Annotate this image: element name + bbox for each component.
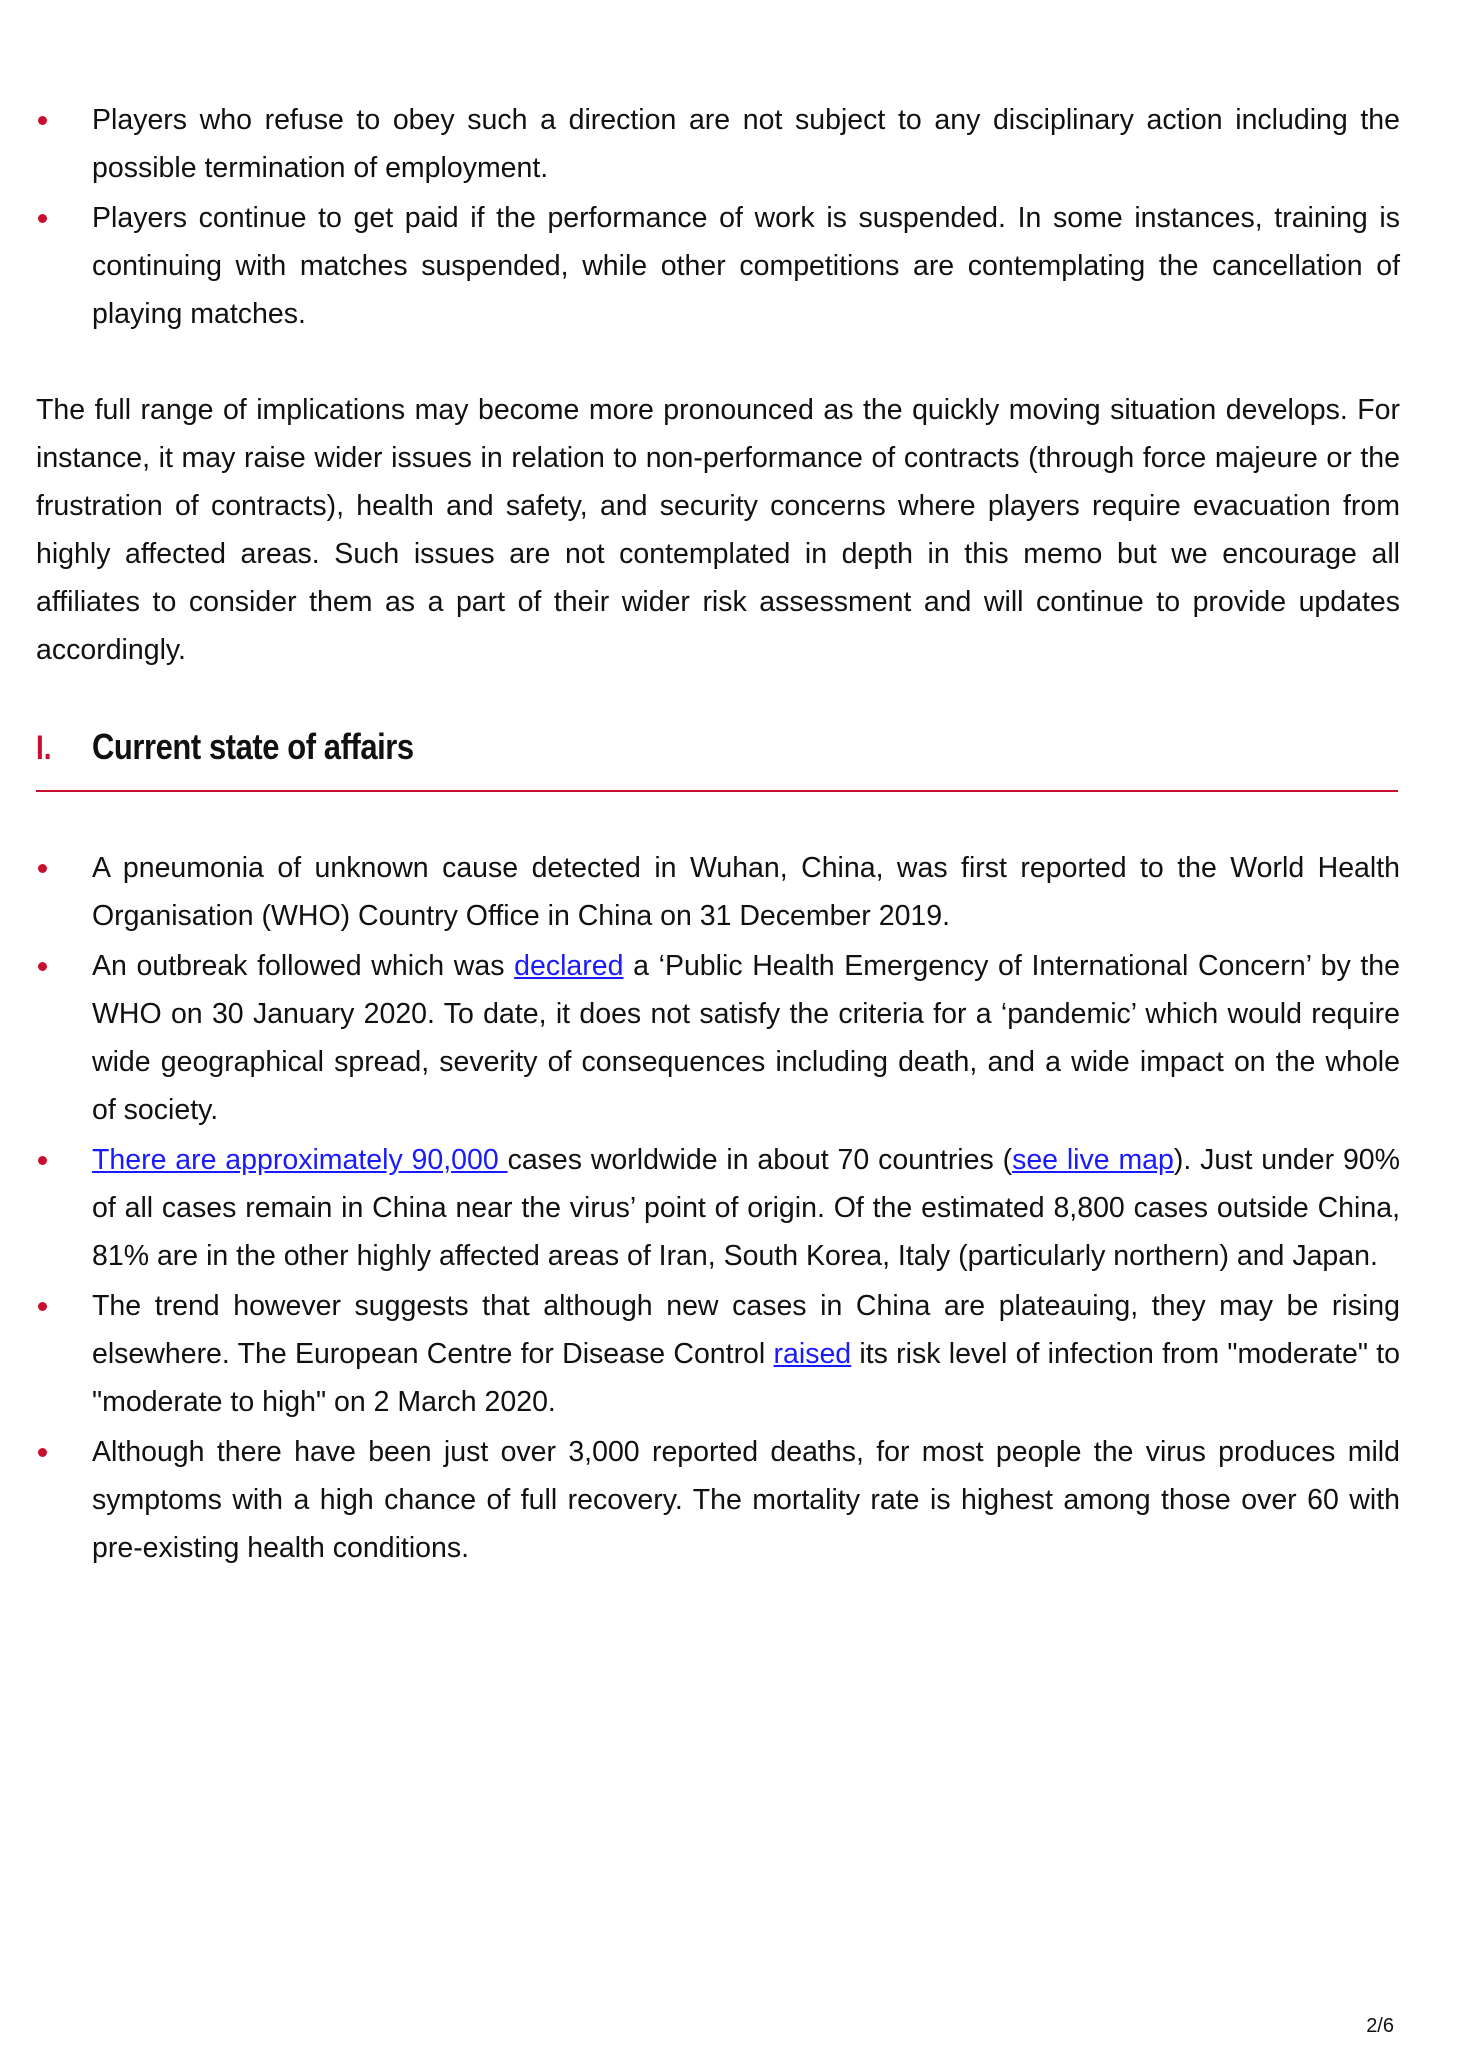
bullet-text: Players continue to get paid if the performance of work is suspended. In some instances, training is continuing with matches suspended, while other competitions are contemplating the cancellation of playing matches. [92,202,1400,330]
bullet-icon [38,116,47,125]
bullet-icon [38,1156,47,1165]
cases-count-link[interactable]: There are approximately 90,000 [92,1144,508,1176]
bullet-text-start: An outbreak followed which was [92,950,515,982]
list-item [36,96,1400,192]
bullet-icon [38,962,47,971]
raised-link[interactable]: raised [773,1338,852,1370]
declared-link[interactable]: declared [514,950,624,982]
bullet-text-end: ). Just under 90% of all cases remain in China near the virus’ point of origin. Of the estimated 8,800 cases outside China, 81% are in the other highly affected areas of Iran, South Korea, Italy (particularly northern) and Japan. [92,1144,1400,1272]
bullet-icon [38,864,47,873]
affairs-bullet-list [36,844,1400,1572]
intro-bullet-list [36,96,1400,338]
section-number: I. [36,729,52,767]
bullet-text-end: its risk level of infection from "moderate" to "moderate to high" on 2 March 2020. [92,1338,1401,1418]
implications-paragraph: The full range of implications may become more pronounced as the quickly moving situation develops. For instance, it may raise wider issues in relation to non-performance of contracts (through force majeure or the frustration of contracts), health and safety, and security concerns where players require evacuation from highly affected areas. Such issues are not contemplated in depth in this memo but we encourage all affiliates to consider them as a part of their wider risk assessment and will continue to provide updates accordingly. [36,394,1400,666]
list-item [36,844,1400,940]
page-number: 2/6 [1366,2015,1394,2037]
list-item [36,1428,1400,1572]
list-item [36,1136,1400,1280]
bullet-icon [38,1448,47,1457]
bullet-icon [38,214,47,223]
list-item [36,194,1400,338]
bullet-text: Although there have been just over 3,000 reported deaths, for most people the virus produces mild symptoms with a high chance of full recovery. The mortality rate is highest among those over 60 with pre-existing health conditions. [92,1436,1400,1564]
list-item [36,1282,1400,1426]
bullet-text-start: The trend however suggests that although new cases in China are plateauing, they may be rising elsewhere. The European Centre for Disease Control [92,1290,1400,1370]
document-page [36,96,1400,1574]
section-heading [36,726,1398,792]
section-title: Current state of affairs [92,726,414,767]
bullet-text: Players who refuse to obey such a direction are not subject to any disciplinary action including the possible termination of employment. [92,104,1400,184]
bullet-text-end: a ‘Public Health Emergency of International Concern’ by the WHO on 30 January 2020. To date, it does not satisfy the criteria for a ‘pandemic’ which would require wide geographical spread, severity of consequences including death, and a wide impact on the whole of society. [92,950,1400,1126]
bullet-text: A pneumonia of unknown cause detected in Wuhan, China, was first reported to the World Health Organisation (WHO) Country Office in China on 31 December 2019. [92,852,1400,932]
live-map-link[interactable]: see live map [1012,1144,1174,1176]
bullet-text-middle: cases worldwide in about 70 countries ( [507,1144,1013,1176]
bullet-icon [38,1302,47,1311]
list-item [36,942,1400,1134]
